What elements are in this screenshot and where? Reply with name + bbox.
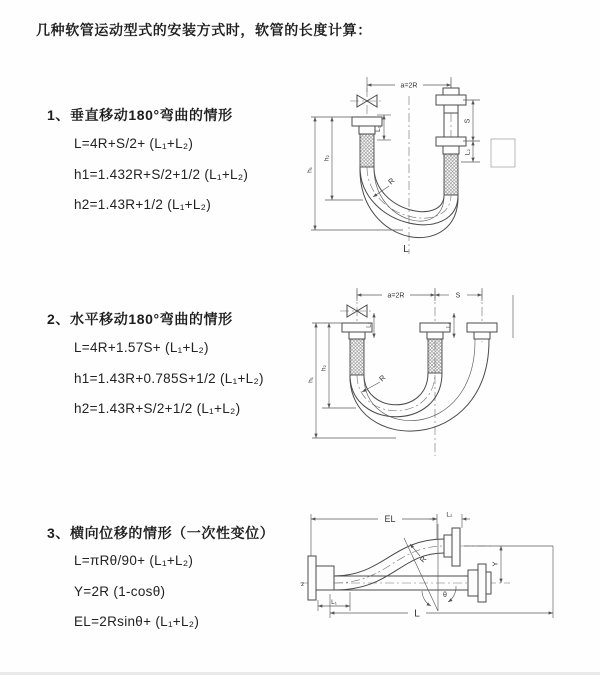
d1-dim-a-label: a=2R xyxy=(400,82,418,90)
d2-left-pipe xyxy=(342,323,372,375)
d3-dimension-l1 xyxy=(318,592,350,611)
formula-3-L: L=πRθ/90+ (L₁+L₂) xyxy=(74,553,194,568)
d2-radius-label: R xyxy=(377,372,388,384)
d2-dimension-l1 xyxy=(367,313,375,338)
d1-dim-h1-label: h₁ xyxy=(306,167,314,173)
d1-dim-s-label: S xyxy=(464,118,472,124)
d1-dimension-h xyxy=(307,117,404,230)
d3-dimension-el xyxy=(311,514,437,556)
diagram-1-vertical-u-bend xyxy=(303,66,553,262)
section-1-heading: 1、垂直移动180°弯曲的情形 xyxy=(47,107,233,123)
formula-1-h2: h2=1.43R+1/2 (L₁+L₂) xyxy=(74,197,212,212)
d2-right-pipe xyxy=(467,290,497,342)
d2-hose-curves xyxy=(350,339,489,431)
d1-right-pipe xyxy=(436,79,466,195)
d3-radius-label: R xyxy=(417,554,429,565)
d3-dim-l1-label: L₁ xyxy=(331,599,337,606)
d1-length-label: L xyxy=(403,244,409,255)
formula-2-L: L=4R+1.57S+ (L₁+L₂) xyxy=(74,340,209,355)
d1-radius-label: R xyxy=(386,175,397,187)
d2-dim-h2-label: h₂ xyxy=(320,364,328,372)
d3-displaced-hose xyxy=(334,539,444,590)
d1-left-pipe xyxy=(352,117,382,167)
d3-dim-el-label: EL xyxy=(384,514,396,524)
d2-dimension-l2 xyxy=(447,313,455,338)
d2-dim-l2-label: L₂ xyxy=(446,322,453,328)
d3-right-lower-flange xyxy=(468,564,491,602)
d3-dim-l-label: L xyxy=(414,608,420,620)
formula-1-h1: h1=1.432R+S/2+1/2 (L₁+L₂) xyxy=(74,167,249,182)
d1-valve-icon xyxy=(350,88,384,118)
d3-z-mark: z xyxy=(301,581,305,588)
section-2-heading: 2、水平移动180°弯曲的情形 xyxy=(47,311,233,327)
d1-dim-h2-label: h₂ xyxy=(323,154,331,162)
d2-radius-callout xyxy=(362,373,388,392)
formula-3-EL: EL=2Rsinθ+ (L₁+L₂) xyxy=(74,614,200,629)
d1-dimension-a2r xyxy=(367,77,451,92)
d2-dim-l1-label: L₁ xyxy=(366,322,373,328)
d3-radius-callout xyxy=(410,544,429,564)
d1-dimension-s-l2 xyxy=(461,100,515,167)
formula-3-Y: Y=2R (1-cosθ) xyxy=(74,584,166,599)
d3-dim-l2-label: L₂ xyxy=(446,511,453,519)
d2-dim-h1-label: h₁ xyxy=(307,377,315,383)
d3-upper-flange xyxy=(444,528,494,566)
d2-dim-a-label: a=2R xyxy=(387,292,405,300)
section-3-heading: 3、横向位移的情形（一次性变位） xyxy=(47,525,275,541)
d3-theta-label: θ xyxy=(443,592,447,599)
d1-dim-l2-label: L₂ xyxy=(464,148,472,156)
d2-dim-s-label: S xyxy=(455,292,461,300)
formula-1-L: L=4R+S/2+ (L₁+L₂) xyxy=(74,136,194,151)
d3-dimension-l2 xyxy=(429,512,470,529)
d1-dim-l1-label: L₁ xyxy=(375,126,382,132)
page-title: 几种软管运动型式的安装方式时，软管的长度计算： xyxy=(36,22,372,38)
d3-dim-y-label: Y xyxy=(490,561,500,567)
diagram-3-lateral-displacement xyxy=(298,494,596,656)
d3-left-flange xyxy=(308,556,334,600)
formula-2-h2: h2=1.43R+S/2+1/2 (L₁+L₂) xyxy=(74,401,241,416)
formula-2-h1: h1=1.43R+0.785S+1/2 (L₁+L₂) xyxy=(74,371,264,386)
diagram-2-horizontal-u-bend xyxy=(296,280,574,462)
